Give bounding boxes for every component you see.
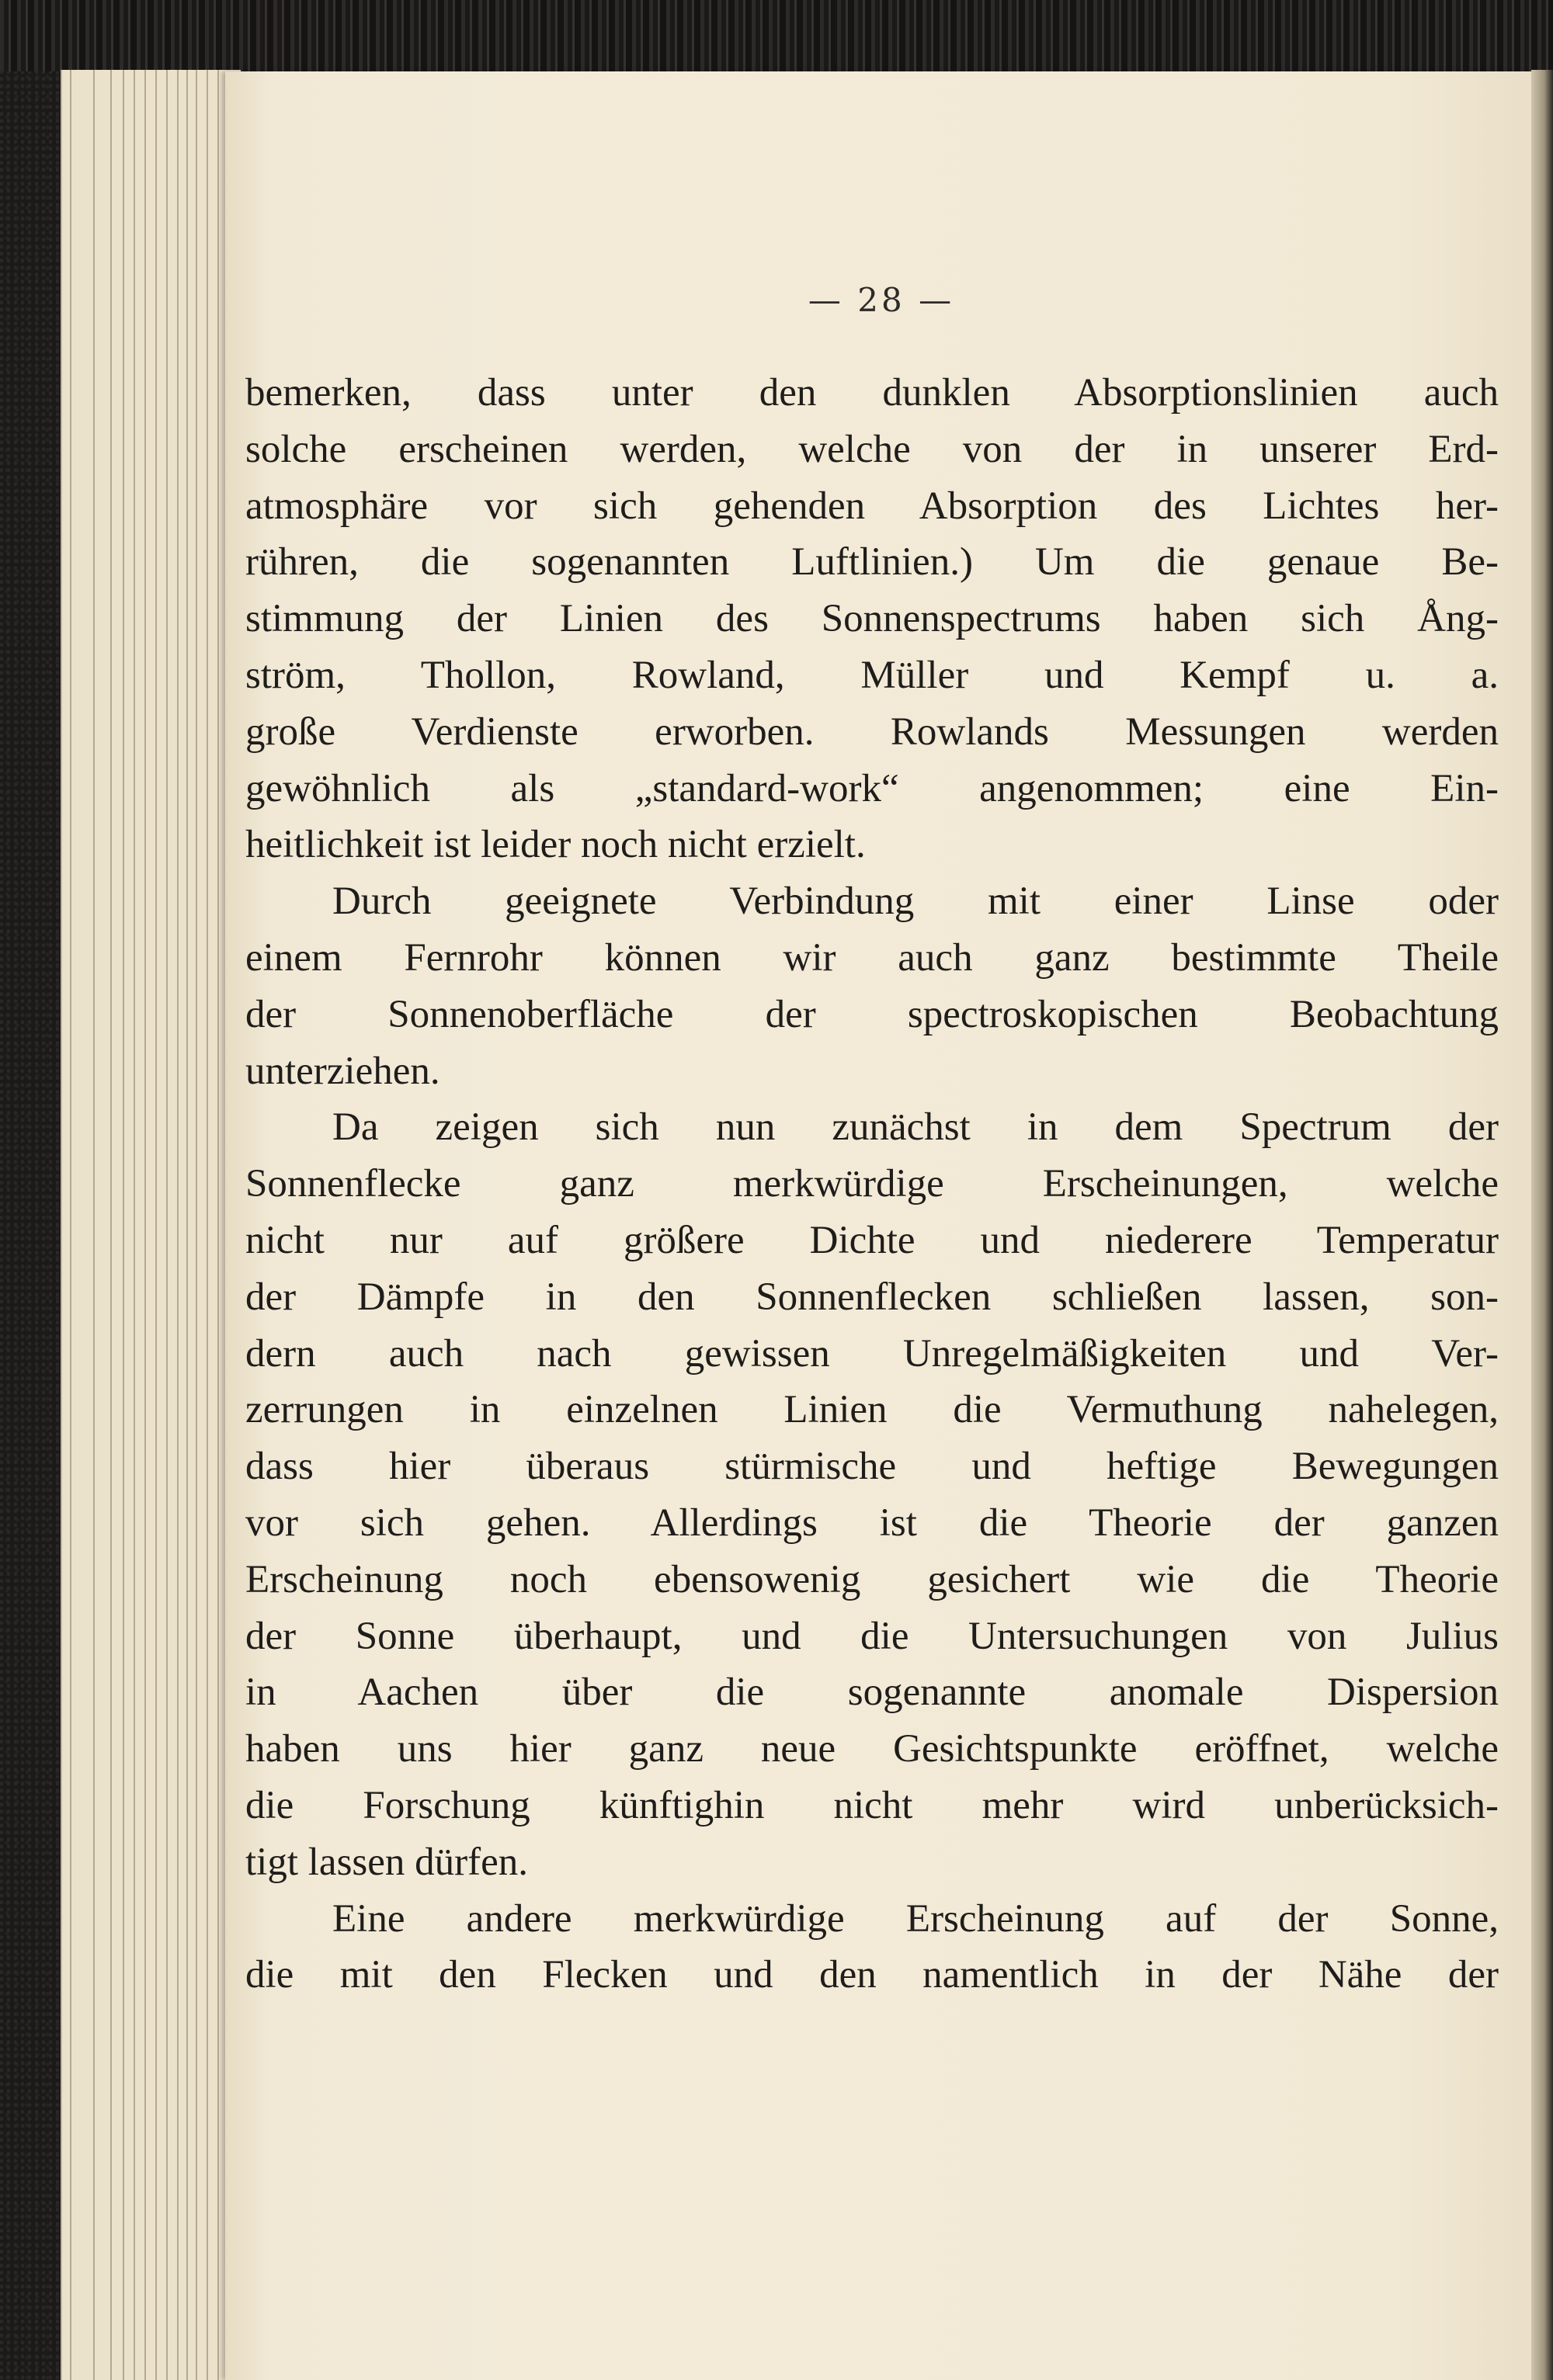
text-line: heitlichkeit ist leider noch nicht erzielt. [245,823,866,867]
text-line: rühren, die sogenannten Luftlinien.) Um die genaue Be- [245,540,1499,585]
text-line: Durch geeignete Verbindung mit einer Linse oder [332,879,1499,924]
text-line: Sonnenflecke ganz merkwürdige Erscheinungen, welche [245,1162,1499,1206]
text-line: haben uns hier ganz neue Gesichtspunkte eröffnet, welche [245,1727,1499,1771]
page-right-edge [1531,70,1553,2380]
text-line: bemerken, dass unter den dunklen Absorptionslinien auch [245,371,1499,415]
paragraph-3 [245,1099,1499,1890]
text-line: vor sich gehen. Allerdings ist die Theorie der ganzen [245,1501,1499,1545]
body-text [245,365,1499,2004]
text-line: tigt lassen dürfen. [245,1840,528,1884]
text-line: Da zeigen sich nun zunächst in dem Spectrum der [332,1105,1499,1150]
text-line: nicht nur auf größere Dichte und niederere Temperatur [245,1218,1499,1262]
paragraph-1 [245,365,1499,873]
text-line: ström, Thollon, Rowland, Müller und Kempf u. a. [245,653,1499,697]
text-line: solche erscheinen werden, welche von der in unserer Erd- [245,427,1499,471]
text-line: atmosphäre vor sich gehenden Absorption des Lichtes her- [245,484,1499,528]
text-line: große Verdienste erworben. Rowlands Messungen werden [245,709,1499,754]
text-line: Erscheinung noch ebensowenig gesichert wie die Theorie [245,1557,1499,1601]
text-line: dern auch nach gewissen Unregelmäßigkeiten und Ver- [245,1331,1499,1376]
text-line: einem Fernrohr können wir auch ganz bestimmte Theile [245,935,1499,980]
book-binding [0,0,1553,71]
text-line: gewöhnlich als „standard-work“ angenommen; eine Ein- [245,766,1499,810]
text-line: zerrungen in einzelnen Linien die Vermuthung nahelegen, [245,1388,1499,1432]
text-line: unterziehen. [245,1049,440,1093]
paragraph-4 [245,1891,1499,2004]
page-number: — 28 — [808,281,955,319]
text-line: dass hier überaus stürmische und heftige Bewegungen [245,1445,1499,1489]
text-line: Eine andere merkwürdige Erscheinung auf der Sonne, [332,1896,1499,1941]
text-line: der Sonne überhaupt, und die Untersuchungen von Julius [245,1614,1499,1658]
text-line: in Aachen über die sogenannte anomale Dispersion [245,1671,1499,1715]
paragraph-2 [245,873,1499,1099]
text-line: stimmung der Linien des Sonnenspectrums haben sich Ång- [245,597,1499,641]
text-line: die mit den Flecken und den namentlich in der Nähe der [245,1953,1499,1997]
text-line: der Sonnenoberfläche der spectroskopischen Beobachtung [245,992,1499,1036]
text-line: die Forschung künftighin nicht mehr wird unberücksich- [245,1783,1499,1827]
text-line: der Dämpfe in den Sonnenflecken schließen lassen, son- [245,1275,1499,1319]
page-edges [61,70,241,2380]
